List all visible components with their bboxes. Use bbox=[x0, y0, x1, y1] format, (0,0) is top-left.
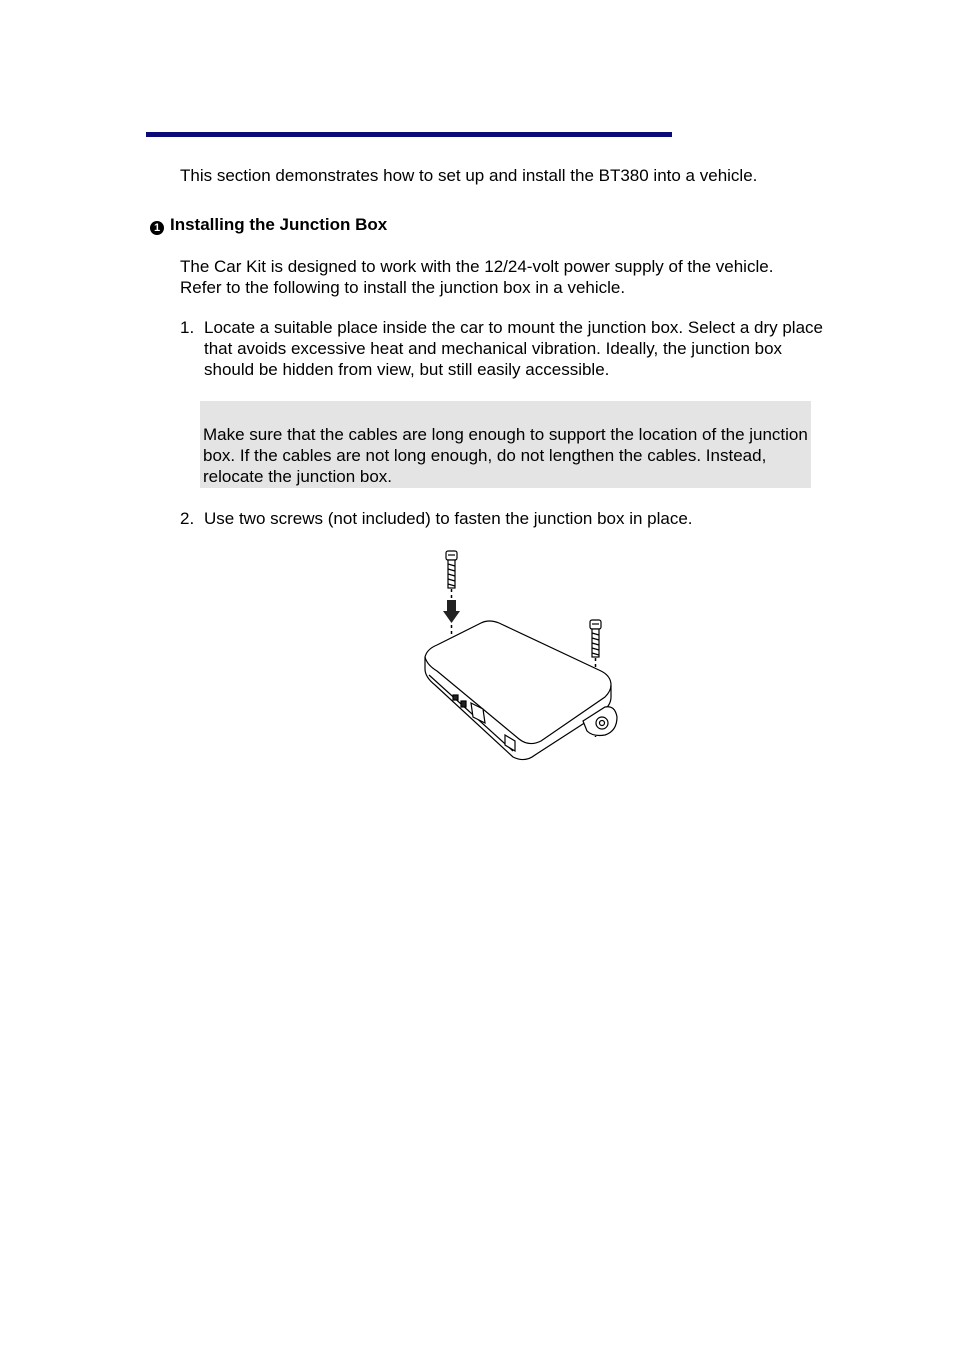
junction-box-illustration bbox=[415, 545, 625, 780]
screw-icon bbox=[446, 551, 457, 588]
section-rule bbox=[146, 132, 672, 137]
step-text: Use two screws (not included) to fasten the junction box in place. bbox=[204, 509, 693, 528]
note-text: Make sure that the cables are long enough to support the location of the junction box. If the cables are not long enough, do not lengthen the cables. Instead, relocate the junction box. bbox=[203, 425, 808, 486]
section-title: Installing the Junction Box bbox=[170, 215, 388, 234]
bullet-one-icon: 1 bbox=[150, 221, 164, 235]
screw-icon bbox=[590, 620, 601, 657]
step-text: Locate a suitable place inside the car to mount the junction box. Select a dry place that avoids excessive heat and mechanical vibration. Ideally, the junction box should be hidden from view, but still easily accessible. bbox=[204, 318, 823, 379]
intro-text: This section demonstrates how to set up and install the BT380 into a vehicle. bbox=[180, 166, 758, 185]
step-number: 2. bbox=[180, 509, 195, 528]
section-paragraph: The Car Kit is designed to work with the 12/24-volt power supply of the vehicle. Refer to the following to install the junction box in a vehicle. bbox=[180, 257, 774, 297]
step-number: 1. bbox=[180, 318, 195, 337]
section-heading bbox=[150, 214, 387, 235]
note-box bbox=[200, 401, 811, 488]
